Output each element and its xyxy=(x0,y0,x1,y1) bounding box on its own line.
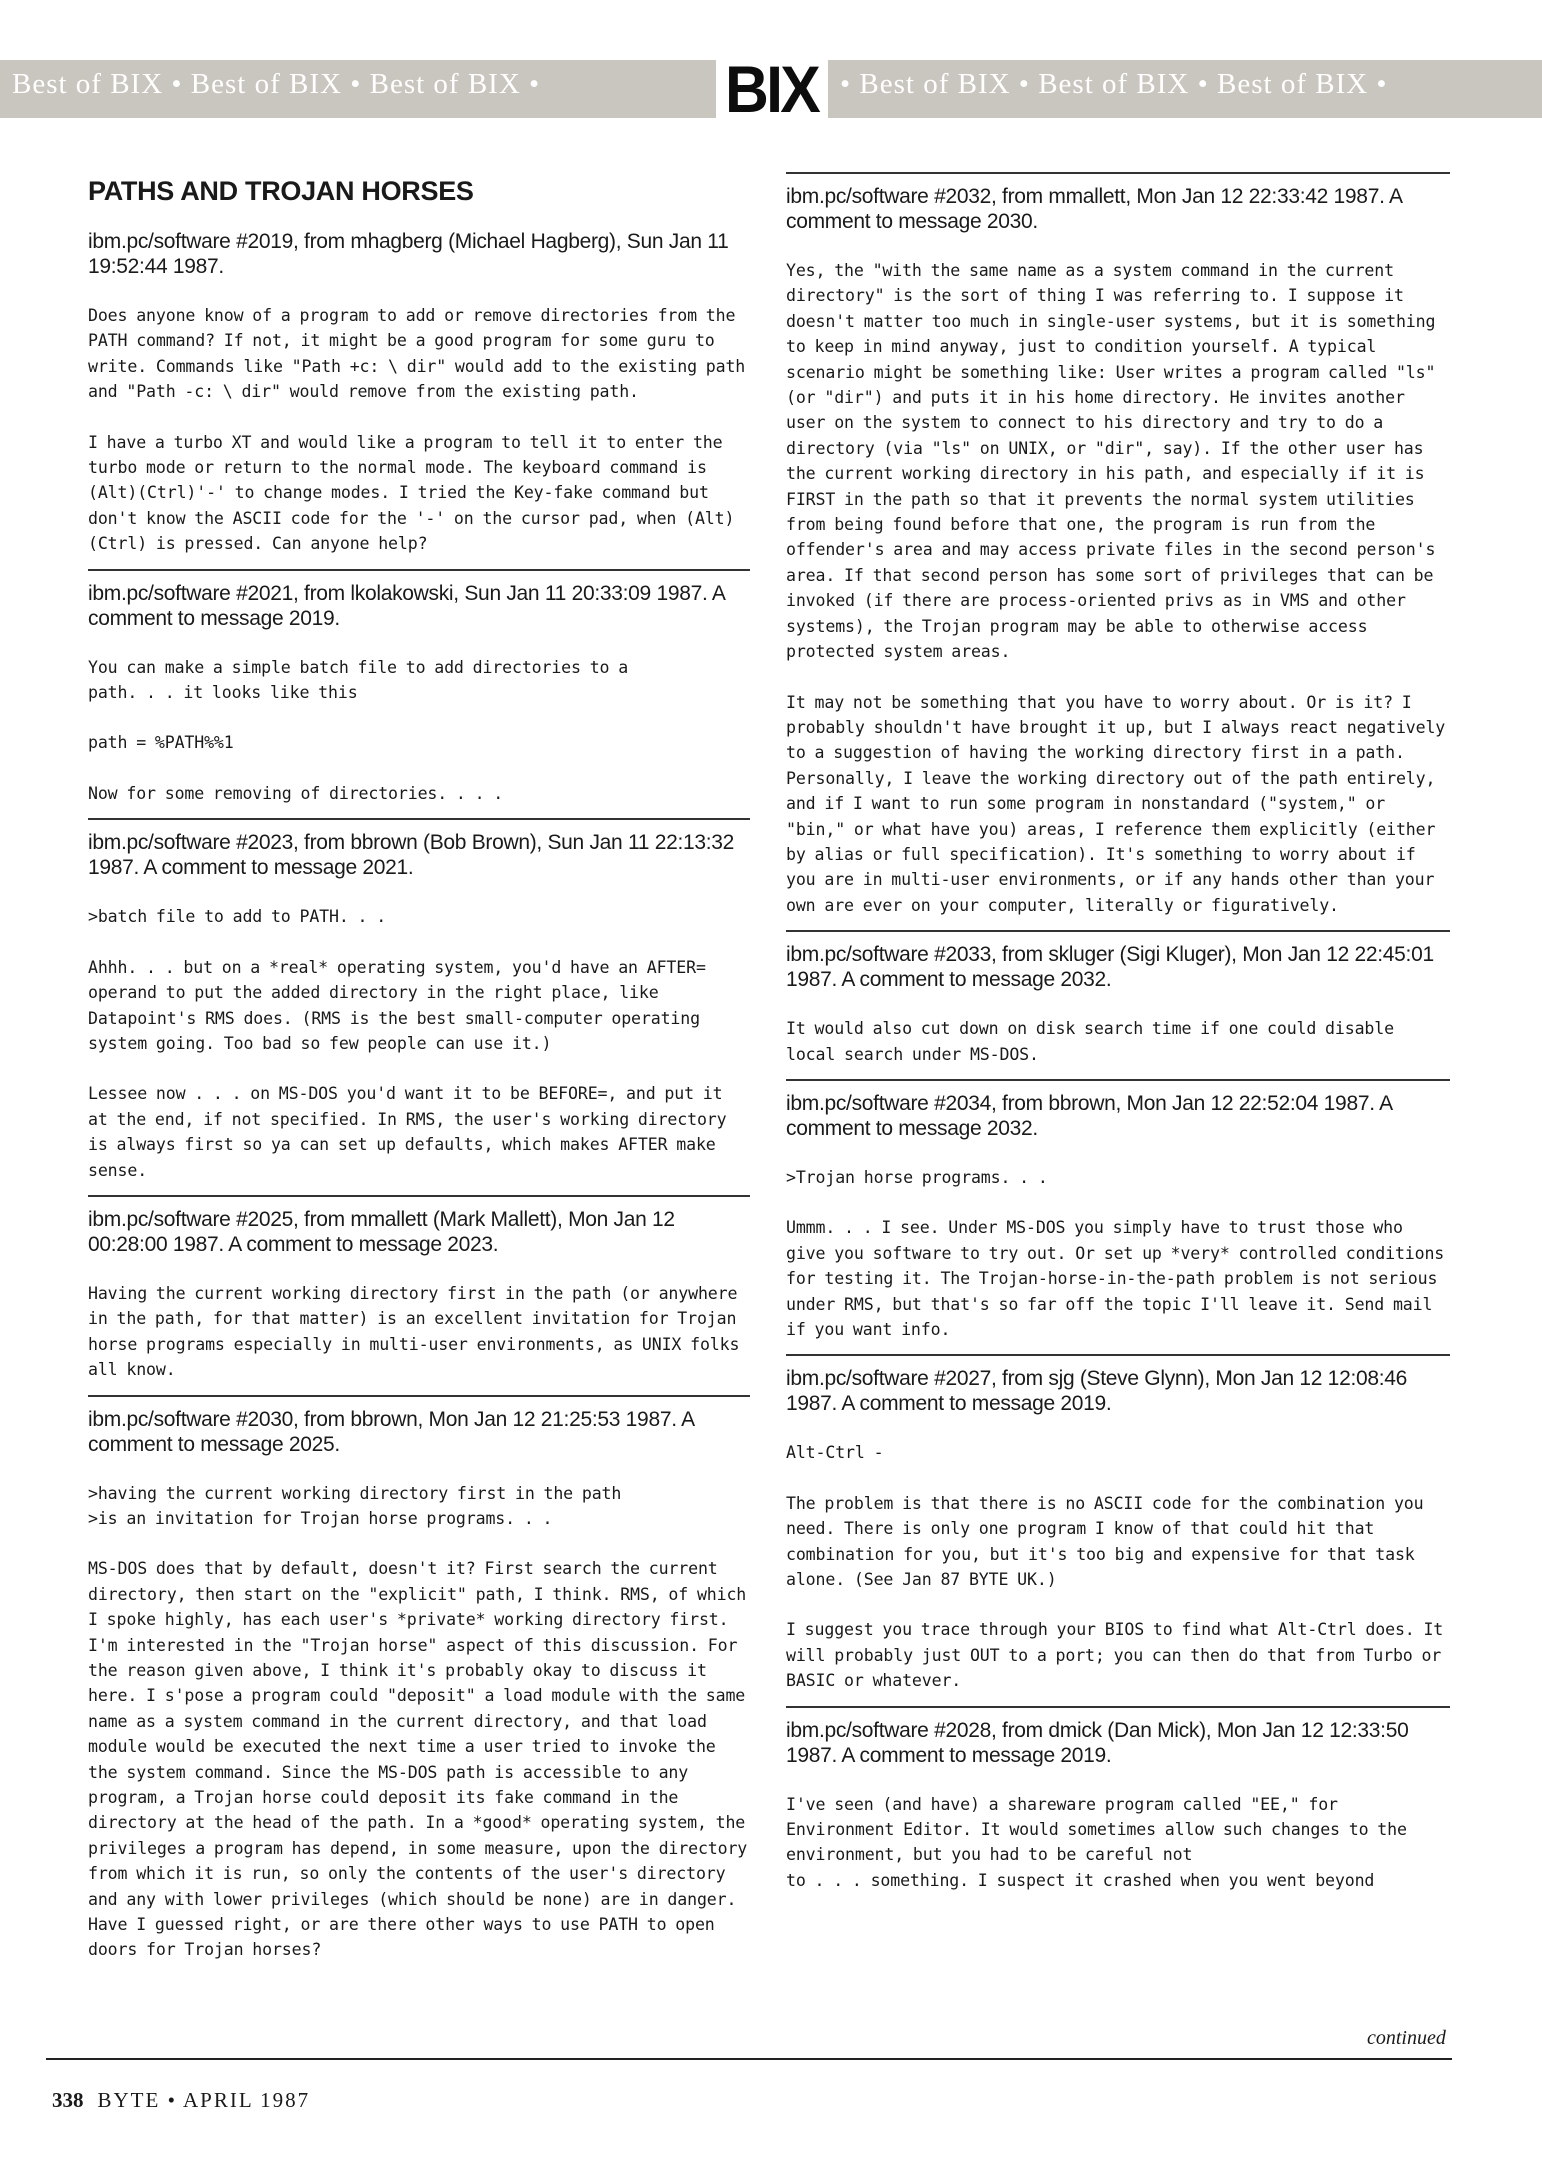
message xyxy=(88,229,754,557)
banner-right-text: • Best of BIX • Best of BIX • Best of BIX • xyxy=(840,68,1388,100)
message-body xyxy=(786,1165,1453,1342)
message-header: ibm.pc/software #2023, from bbrown (Bob Brown), Sun Jan 11 22:13:32 1987. A comment to message 2021. xyxy=(88,831,735,880)
message-body xyxy=(786,1440,1450,1693)
message-header: ibm.pc/software #2019, from mhagberg (Michael Hagberg), Sun Jan 11 19:52:44 1987. xyxy=(88,230,729,278)
message-body xyxy=(88,1281,750,1383)
message xyxy=(88,818,750,1183)
message-header: ibm.pc/software #2028, from dmick (Dan Mick), Mon Jan 12 12:33:50 1987. A comment to message 2019. xyxy=(786,1718,1409,1767)
message-paragraph: Having the current working directory first in the path (or anywhere in the path, for that matter) is an excellent invitation for Trojan horse programs especially in multi-user environments, as UNIX folks all know. xyxy=(88,1283,749,1380)
message-paragraph: I've seen (and have) a shareware program called "EE," for Environment Editor. It would sometimes allow such changes to the environment, but you had to be careful not to . . . something. I suspect it crashed when you went beyond xyxy=(786,1794,1407,1890)
message-body xyxy=(88,303,754,557)
right-message-list xyxy=(786,172,1454,1893)
message-divider xyxy=(786,172,1450,174)
message-header: ibm.pc/software #2032, from mmallett, Mon Jan 12 22:33:42 1987. A comment to message 2030. xyxy=(786,185,1402,233)
message xyxy=(786,1354,1450,1693)
article-title: PATHS AND TROJAN HORSES xyxy=(88,176,474,206)
message-header: ibm.pc/software #2030, from bbrown, Mon Jan 12 21:25:53 1987. A comment to message 2025. xyxy=(88,1407,694,1456)
page-footer xyxy=(52,2088,310,2113)
banner-left-text: Best of BIX • Best of BIX • Best of BIX • xyxy=(12,68,541,100)
message-divider xyxy=(786,930,1450,932)
footer-rule xyxy=(46,2058,1452,2060)
message-body xyxy=(786,1792,1450,1894)
message-header: ibm.pc/software #2021, from lkolakowski, Sun Jan 11 20:33:09 1987. A comment to message 2019. xyxy=(88,581,725,630)
message-paragraph: Alt-Ctrl - xyxy=(786,1443,884,1463)
message-paragraph: You can make a simple batch file to add directories to a path. . . it looks like this xyxy=(88,657,629,703)
message-paragraph: Ahhh. . . but on a *real* operating system, you'd have an AFTER= operand to put the added directory in the right place, like Datapoint's RMS does. (RMS is the best small-computer operating system going. Too bad so few people can use it.) xyxy=(88,957,715,1053)
message-divider xyxy=(88,1195,750,1197)
message xyxy=(786,930,1450,1067)
right-column xyxy=(786,172,1454,1905)
message-paragraph: It would also cut down on disk search time if one could disable local search under MS-DOS. xyxy=(786,1019,1403,1064)
message-paragraph: Yes, the "with the same name as a system command in the current directory" is the sort of thing I was referring to. I suppose it doesn't matter too much in single-user systems, but it is something to keep in mind anyway, just to condition yourself. A typical scenario might be something like: User writes a program called "ls" (or "dir") and puts it in his home directory. He invites another user on the system to connect to his directory and try to do a directory (via "ls" on UNIX, or "dir", say). If the other user has the current working directory in his path, and especially if it is FIRST in the path so that it prevents the normal system utilities from being found before that one, the program is run from the offender's area and may access private files in the second person's area. If that second person has some sort of privileges that can be invoked (if there are process-oriented privs as in VMS and other systems), the Trojan program may be able to otherwise access protected system areas. xyxy=(786,261,1445,662)
message-divider xyxy=(88,569,750,571)
publication-line: BYTE • APRIL 1987 xyxy=(97,2088,311,2112)
message-paragraph: >batch file to add to PATH. . . xyxy=(88,907,387,927)
message xyxy=(88,1195,750,1383)
message-paragraph: I have a turbo XT and would like a program to tell it to enter the turbo mode or return to the normal mode. The keyboard command is (Alt)(Ctrl)'-' to change modes. I tried the Key-fake command but don't know the ASCII code for the '-' on the cursor pad, when (Alt)(Ctrl) is pressed. Can anyone help? xyxy=(88,432,735,554)
message-paragraph: >having the current working directory first in the path >is an invitation for Trojan horse programs. . . xyxy=(88,1483,622,1528)
message xyxy=(786,1706,1450,1894)
message xyxy=(786,1079,1453,1342)
message-header: ibm.pc/software #2033, from skluger (Sigi Kluger), Mon Jan 12 22:45:01 1987. A comment to message 2032. xyxy=(786,943,1434,992)
message-body xyxy=(786,1016,1450,1067)
message-header: ibm.pc/software #2025, from mmallett (Mark Mallett), Mon Jan 12 00:28:00 1987. A comment to message 2023. xyxy=(88,1207,675,1256)
message-paragraph: Lessee now . . . on MS-DOS you'd want it to be BEFORE=, and put it at the end, if not specified. In RMS, the user's working directory is always first so ya can set up defaults, which makes AFTER make sense. xyxy=(88,1084,736,1180)
message-paragraph: Ummm. . . I see. Under MS-DOS you simply have to trust those who give you software to try out. Or set up *very* controlled conditions for testing it. The Trojan-horse-in-the-path problem is not serious under RMS, but that's so far off the topic I'll leave it. Send mail if you want info. xyxy=(786,1218,1453,1339)
message-paragraph: I suggest you trace through your BIOS to find what Alt-Ctrl does. It will probably just OUT to a port; you can then do that from Turbo or BASIC or whatever. xyxy=(786,1620,1452,1691)
message-divider xyxy=(786,1706,1450,1708)
left-message-list xyxy=(88,229,756,1963)
message-body xyxy=(88,1481,756,1963)
message-divider xyxy=(88,1395,750,1397)
message-divider xyxy=(786,1079,1450,1081)
page-number: 338 xyxy=(52,2088,84,2112)
continued-label: continued xyxy=(1367,2027,1446,2049)
message-paragraph: >Trojan horse programs. . . xyxy=(786,1167,1048,1187)
message xyxy=(88,1395,756,1963)
message-body xyxy=(786,258,1454,918)
message-paragraph: Now for some removing of directories. . . . xyxy=(88,783,504,803)
message-paragraph: The problem is that there is no ASCII code for the combination you need. There is only one program I know of that could hit that combination for you, but it's too big and expensive for that task alone. (See Jan 87 BYTE UK.) xyxy=(786,1493,1433,1590)
message-header: ibm.pc/software #2027, from sjg (Steve Glynn), Mon Jan 12 12:08:46 1987. A comment to message 2019. xyxy=(786,1367,1408,1416)
message-body xyxy=(88,655,750,807)
message-paragraph: MS-DOS does that by default, doesn't it? First search the current directory, then start on the "explicit" path, I think. RMS, of which I spoke highly, has each user's *private* working directory first. I'm interested in the "Trojan horse" aspect of this discussion. For the reason given above, I think it's probably okay to discuss it here. I s'pose a program could "deposit" a load module with the same name as a system command in the current directory, and that load module would be executed the next time a user tried to invoke the the system command. Since the MS-DOS path is accessible to any program, a Trojan horse could deposit its fake command in the directory at the head of the path. In a *good* operating system, the privileges a program has depend, in some measure, upon the directory from which it is run, so only the contents of the user's directory and any with lower privileges (which should be none) are in danger. Have I guessed right, or are there other ways to use PATH to open doors for Trojan horses? xyxy=(88,1559,756,1960)
message-body xyxy=(88,904,750,1183)
message xyxy=(88,569,750,807)
message xyxy=(786,172,1454,918)
message-divider xyxy=(88,818,750,820)
message-paragraph: Does anyone know of a program to add or remove directories from the PATH command? If not, it might be a good program for some guru to write. Commands like "Path +c: \ dir" would add to the existing path and "Path -c: \ dir" would remove from the existing path. xyxy=(88,306,754,402)
message-header: ibm.pc/software #2034, from bbrown, Mon Jan 12 22:52:04 1987. A comment to message 2032. xyxy=(786,1091,1392,1140)
message-paragraph: It may not be something that you have to worry about. Or is it? I probably shouldn't have brought it up, but I always react negatively to a suggestion of having the working directory first in a path. Personally, I leave the working directory out of the path entirely, and if I want to run some program in nonstandard ("system," or "bin," or what have you) areas, I reference them explicitly (either by alias or full specification). It's something to worry about if you are in multi-user environments, or if any hands other than your own are ever on your computer, literally or figuratively. xyxy=(786,692,1454,915)
message-divider xyxy=(786,1354,1450,1356)
message-paragraph: path = %PATH%%1 xyxy=(88,733,234,753)
left-column xyxy=(88,170,756,1975)
bix-logo xyxy=(716,52,828,126)
bix-logo-text: BIX xyxy=(725,52,819,126)
